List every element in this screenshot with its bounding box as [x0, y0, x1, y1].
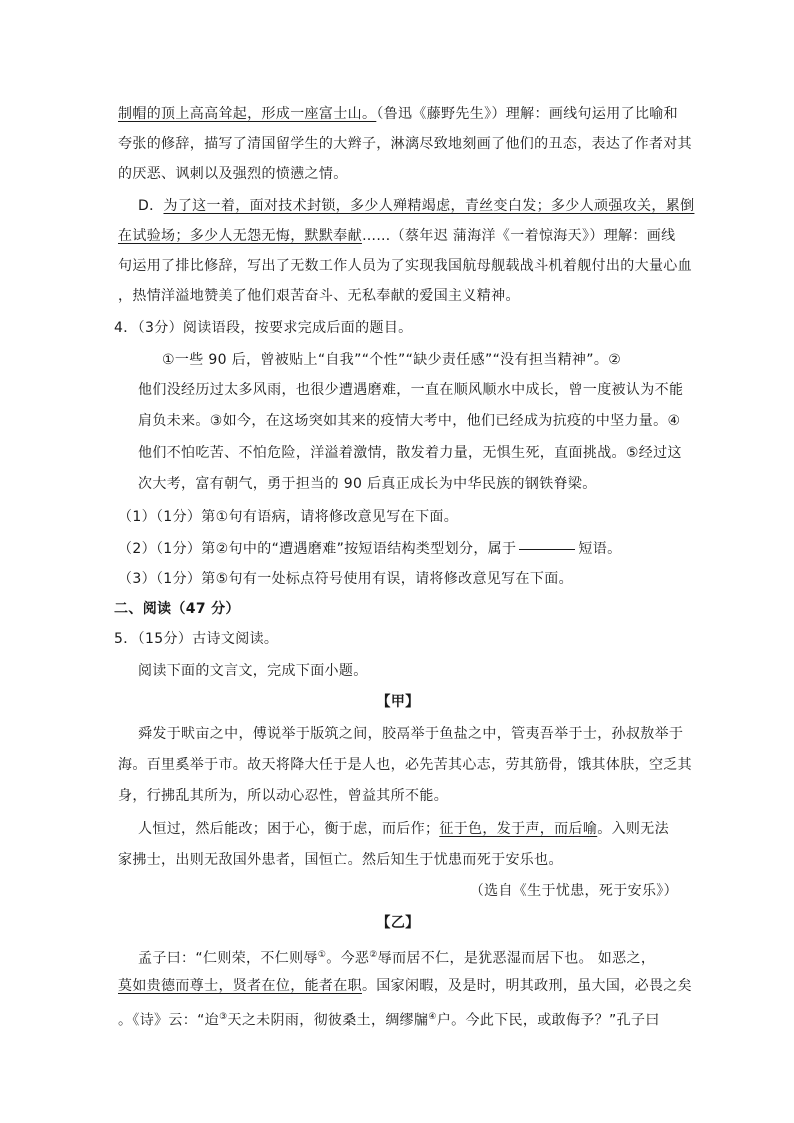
option-c-line-1 [118, 104, 678, 124]
jia-source: （选自《生于忧患，死于安乐》） [469, 883, 678, 899]
q4-sub2-text: （2）（1分）第②句中的“遭遇磨难”按短语结构类型划分，属于 [118, 541, 517, 557]
footnote-marker-2: ② [369, 950, 378, 960]
option-d-quote-2: 在试验场；多少人无怨无悔，默默奉献 [118, 228, 362, 244]
yi-text-1c: 辱而居不仁，是犹恶湿而居下也。 如恶之， [377, 950, 656, 967]
question-4-header: 4．（3分）阅读语段，按要求完成后面的题目。 [114, 320, 413, 336]
q4-passage-line-2: 他们没经历过太多风雨，也很少遭遇磨难，一直在顺风顺水中成长，曾一度被认为不能 [138, 382, 684, 398]
q4-passage-line-5: 次大考，富有朝气，勇于担当的 90 后真正成长为中华民族的钢铁脊梁。 [138, 476, 597, 492]
footnote-marker-3: ③ [219, 1012, 228, 1022]
passage-jia-label: 【甲】 [376, 694, 420, 710]
jia-p1-line-1: 舜发于畎亩之中，傅说举于版筑之间，胶鬲举于鱼盐之中，管夷吾举于士，孙叔敖举于 [138, 726, 684, 742]
option-d-line-3: 句运用了排比修辞，写出了无数工作人员为了实现我国航母舰载战斗机着舰付出的大量心血 [118, 258, 692, 274]
yi-line-1 [138, 945, 655, 969]
q4-passage-line-3: 肩负未来。③如今，在这场突如其来的疫情大考中，他们已经成为抗疫的中坚力量。④ [138, 413, 681, 429]
passage-yi-label: 【乙】 [376, 915, 420, 931]
option-d-line-4: ，热情洋溢地赞美了他们艰苦奋斗、无私奉献的爱国主义精神。 [118, 288, 520, 304]
q4-passage-line-1: ①一些 90 后，曾被贴上“自我”“个性”“缺少责任感”“没有担当精神”。② [162, 352, 622, 368]
option-c-line-3: 的厌恶、讽刺以及强烈的愤懑之情。 [118, 166, 348, 182]
footnote-marker-4: ④ [428, 1012, 437, 1022]
yi-line-3 [118, 1007, 660, 1031]
yi-text-3a: 。《诗》云：“迨 [118, 1012, 220, 1029]
option-d-quote-1: 为了这一着，面对技术封锁，多少人殚精竭虑，青丝变白发；多少人顽强攻关，累倒 [163, 198, 695, 214]
q4-sub2-suffix: 短语。 [578, 541, 622, 557]
question-5-header: 5．（15分）古诗文阅读。 [114, 631, 279, 647]
jia-p2-line-1 [138, 819, 669, 839]
yi-text-1a: 孟子曰：“仁则荣，不仁则辱 [138, 950, 318, 967]
option-c-source: （鲁迅《藤野先生》）理解：画线句运用了比喻和 [376, 106, 679, 122]
option-d-label: D． [138, 198, 164, 214]
option-c-line-2: 夸张的修辞，描写了清国留学生的大辫子，淋漓尽致地刻画了他们的丑态，表达了作者对其 [118, 136, 692, 152]
jia-p2-text-a: 人恒过，然后能改；困于心，衡于虑，而后作； [138, 821, 440, 837]
option-d-line-1 [138, 196, 694, 216]
q4-passage-line-4: 他们不怕吃苦、不怕危险，洋溢着激情，散发着力量，无惧生死，直面挑战。⑤经过这 [138, 445, 682, 461]
q4-sub-question-2 [118, 539, 621, 559]
q4-sub-question-3: （3）（1分）第⑤句有一处标点符号使用有误，请将修改意见写在下面。 [118, 571, 573, 587]
q4-sub-question-1: （1）（1分）第①句有语病，请将修改意见写在下面。 [118, 509, 459, 525]
option-d-line-2 [118, 226, 675, 246]
jia-p2-line-2: 家拂士，出则无敌国外患者，国恒亡。然后知生于忧患而死于安乐也。 [118, 852, 563, 868]
yi-text-1b: 。今恶 [326, 950, 370, 967]
yi-text-3b: 天之未阴雨，彻彼桑土，绸缪牖 [227, 1012, 429, 1029]
option-c-quote-tail: 制帽的顶上高高耸起，形成一座富士山。 [118, 106, 377, 122]
yi-line-2 [118, 976, 692, 996]
question-5-intro: 阅读下面的文言文，完成下面小题。 [138, 663, 368, 679]
section-2-title: 二、阅读（47 分） [114, 601, 240, 617]
yi-text-2b: 。国家闲暇，及是时，明其政刑，虽大国，必畏之矣 [361, 978, 693, 994]
answer-blank[interactable] [519, 548, 575, 550]
option-d-source: ……（蔡年迟 蒲海洋《一着惊海天》）理解：画线 [361, 228, 676, 244]
jia-p1-line-2: 海。百里奚举于市。故天将降大任于是人也，必先苦其心志，劳其筋骨，饿其体肤，空乏其 [118, 757, 692, 773]
jia-p1-line-3: 身，行拂乱其所为，所以动心忍性，曾益其所不能。 [118, 788, 449, 804]
footnote-marker-1: ① [317, 950, 327, 960]
jia-underlined-sentence: 征于色，发于声，而后喻 [439, 821, 598, 837]
jia-p2-text-b: 。入则无法 [597, 821, 669, 837]
yi-text-3c: 户。今此下民，或敢侮予？”孔子曰 [436, 1012, 660, 1029]
yi-underlined-sentence: 莫如贵德而尊士，贤者在位，能者在职 [118, 978, 362, 994]
